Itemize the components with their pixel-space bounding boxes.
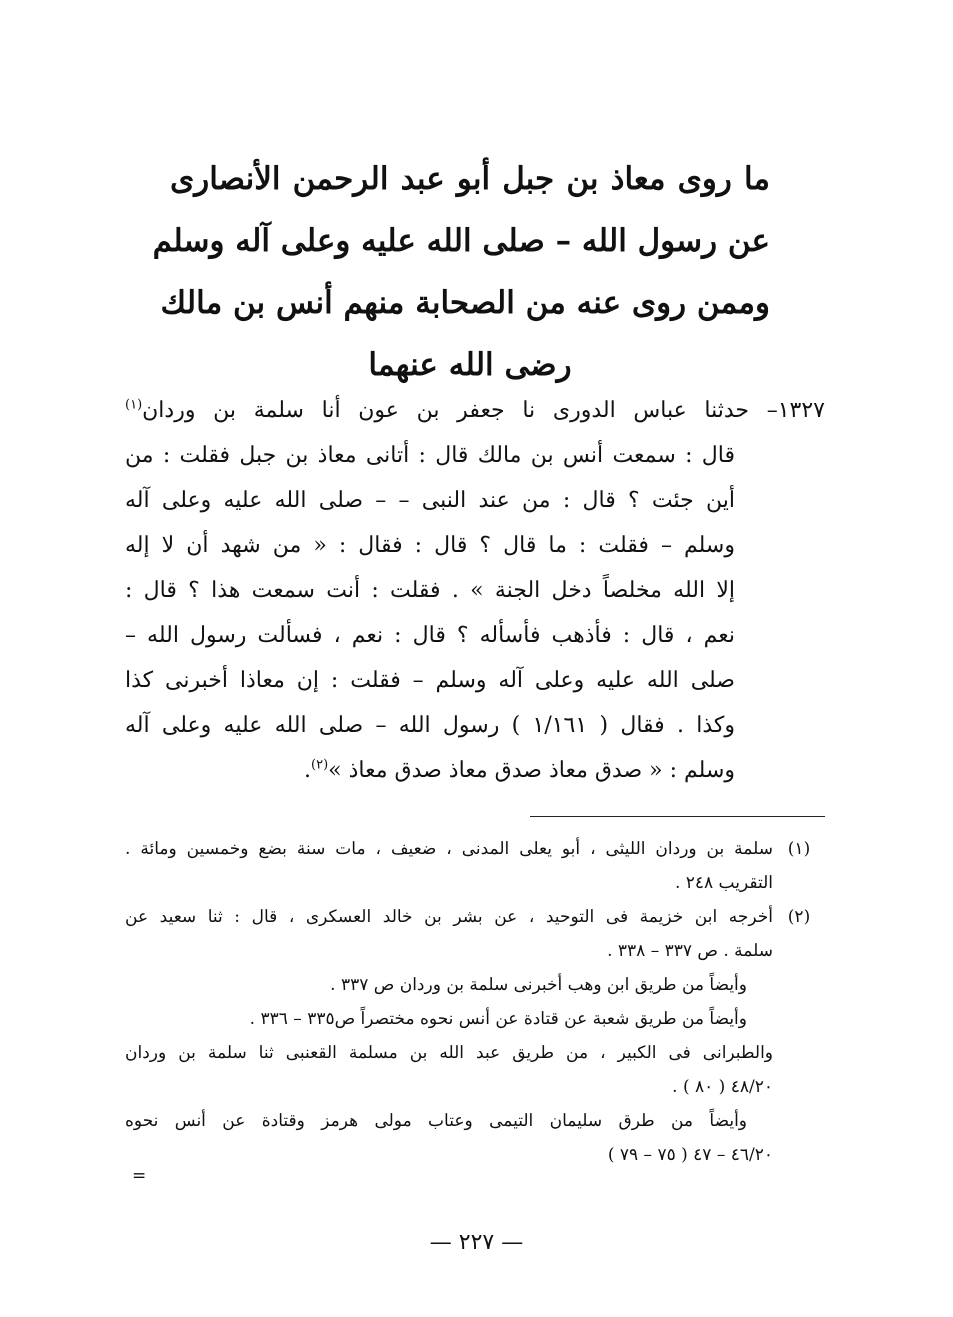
title-line-4: رضى الله عنهما bbox=[368, 347, 572, 383]
hadith-end-mark: . bbox=[304, 758, 312, 783]
hadith-line-2: قال : سمعت أنس بن مالك قال : أتانى معاذ بن جبل فقلت : من bbox=[125, 443, 735, 468]
footnote-2-more-5: وأيضاً من طرق سليمان التيمى وعتاب مولى هرمز وقتادة عن أنس نحوه bbox=[125, 1111, 747, 1131]
title-line-2: عن رسول الله – صلى الله عليه وعلى آله وسلم bbox=[152, 223, 770, 259]
footnote-1-line-1: سلمة بن وردان الليثى ، أبو يعلى المدنى ، ضعيف ، مات سنة بضع وخمسين ومائة . bbox=[125, 839, 773, 859]
hadith-text bbox=[125, 388, 825, 793]
footnote-2 bbox=[125, 900, 825, 968]
footnote-2-line-2: سلمة . ص ٣٣٧ – ٣٣٨ . bbox=[607, 941, 773, 961]
footnote-2-number: (٢) bbox=[787, 907, 811, 927]
page-number: — ٢٢٧ — bbox=[429, 1230, 524, 1255]
title-line-3: وممن روى عنه من الصحابة منهم أنس بن مالك bbox=[160, 285, 770, 321]
footnote-2-more-2: وأيضاً من طريق شعبة عن قتادة عن أنس نحوه مختصراً ص٣٣٥ – ٣٣٦ . bbox=[249, 1009, 747, 1029]
footnote-2-more-1: وأيضاً من طريق ابن وهب أخبرنى سلمة بن وردان ص ٣٣٧ . bbox=[330, 975, 747, 995]
hadith-line-7: صلى الله عليه وعلى آله وسلم – فقلت : إن معاذا أخبرنى كذا bbox=[125, 668, 735, 693]
footnote-ref-1: (١) bbox=[125, 397, 143, 413]
footnote-2-line-1: أخرجه ابن خزيمة فى التوحيد ، عن بشر بن خالد العسكرى ، قال : ثنا سعيد عن bbox=[125, 907, 773, 927]
footnote-ref-2: (٢) bbox=[311, 757, 329, 773]
footnote-1-number: (١) bbox=[787, 839, 811, 859]
hadith-line-3: أين جئت ؟ قال : من عند النبى – – صلى الله عليه وعلى آله bbox=[125, 488, 735, 513]
footnote-2-continuation bbox=[125, 968, 825, 1172]
hadith-line-9 bbox=[125, 748, 825, 793]
hadith-line-6: نعم ، قال : فأذهب فأسأله ؟ قال : نعم ، فسألت رسول الله – bbox=[125, 623, 735, 648]
footnote-separator bbox=[530, 816, 825, 817]
hadith-line-1-text: ١٣٢٧– حدثنا عباس الدورى نا جعفر بن عون أنا سلمة بن وردان bbox=[142, 398, 825, 423]
hadith-line-5: إلا الله مخلصاً دخل الجنة » . فقلت : أنت سمعت هذا ؟ قال : bbox=[125, 578, 735, 603]
footnote-1-line-2: التقريب ٢٤٨ . bbox=[674, 873, 773, 893]
chapter-title bbox=[152, 148, 770, 396]
footnote-2-more-6: ٤٦/٢٠ – ٤٧ ( ٧٥ – ٧٩ ) bbox=[607, 1145, 773, 1165]
title-line-1: ما روى معاذ بن جبل أبو عبد الرحمن الأنصارى bbox=[170, 161, 770, 197]
footnote-2-more-3: والطبرانى فى الكبير ، من طريق عبد الله بن مسلمة القعنبى ثنا سلمة بن وردان bbox=[125, 1043, 773, 1063]
hadith-line-4: وسلم – فقلت : ما قال ؟ قال : فقال : « من شهد أن لا إله bbox=[125, 533, 735, 558]
continuation-mark: = bbox=[132, 1166, 147, 1186]
footnote-2-more-4: ٤٨/٢٠ ( ٨٠ ) . bbox=[672, 1077, 773, 1097]
footnotes bbox=[125, 832, 825, 1172]
hadith-last-text: وسلم : « صدق معاذ صدق معاذ صدق معاذ » bbox=[328, 758, 735, 783]
footnote-1 bbox=[125, 832, 825, 900]
hadith-line-1 bbox=[125, 388, 825, 433]
hadith-line-8: وكذا . فقال ( ١/١٦١ ) رسول الله – صلى الله عليه وعلى آله bbox=[125, 713, 736, 738]
